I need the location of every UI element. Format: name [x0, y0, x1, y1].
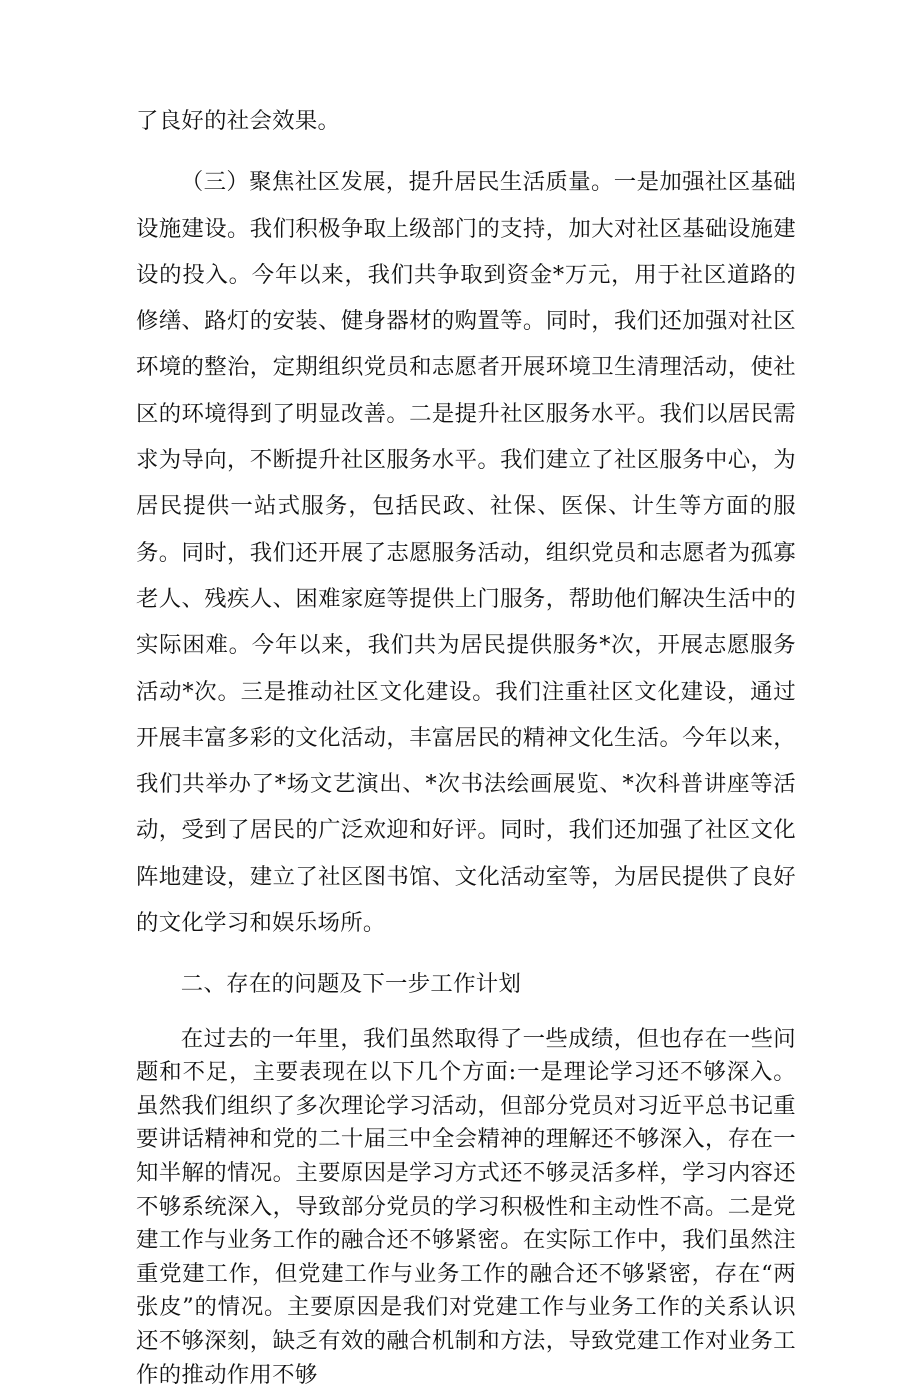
paragraph-continuation: 了良好的社会效果。	[136, 108, 341, 134]
section-heading-problems-plan: 二、存在的问题及下一步工作计划	[180, 971, 522, 998]
paragraph-problems: 在过去的一年里，我们虽然取得了一些成绩，但也存在一些问题和不足，主要表现在以下几个方面:一是理论学习还不够深入。虽然我们组织了多次理论学习活动，但部分党员对习近平总书记重要讲话精神和党的二十届三中全会精神的理解还不够深入，存在一知半解的情况。主要原因是学习方式还不够灵活多样，学习内容还不够系统深入，导致部分党员的学习积极性和主动性不高。二是党建工作与业务工作的融合还不够紧密。在实际工作中，我们虽然注重党建工作，但党建工作与业务工作的融合还不够紧密，存在“两张皮”的情况。主要原因是我们对党建工作与业务工作的关系认识还不够深刻，缺乏有效的融合机制和方法，导致党建工作对业务工作的推动作用不够	[136, 1025, 796, 1388]
document-body	[136, 98, 796, 1392]
paragraph-community-development: （三）聚焦社区发展，提升居民生活质量。一是加强社区基础设施建设。我们积极争取上级部门的支持，加大对社区基础设施建设的投入。今年以来，我们共争取到资金*万元，用于社区道路的修缮、路灯的安装、健身器材的购置等。同时，我们还加强对社区环境的整治，定期组织党员和志愿者开展环境卫生清理活动，使社区的环境得到了明显改善。二是提升社区服务水平。我们以居民需求为导向，不断提升社区服务水平。我们建立了社区服务中心，为居民提供一站式服务，包括民政、社保、医保、计生等方面的服务。同时，我们还开展了志愿服务活动，组织党员和志愿者为孤寡老人、残疾人、困难家庭等提供上门服务，帮助他们解决生活中的实际困难。今年以来，我们共为居民提供服务*次，开展志愿服务活动*次。三是推动社区文化建设。我们注重社区文化建设，通过开展丰富多彩的文化活动，丰富居民的精神文化生活。今年以来，我们共举办了*场文艺演出、*次书法绘画展览、*次科普讲座等活动，受到了居民的广泛欢迎和好评。同时，我们还加强了社区文化阵地建设，建立了社区图书馆、文化活动室等，为居民提供了良好的文化学习和娱乐场所。	[136, 169, 796, 937]
